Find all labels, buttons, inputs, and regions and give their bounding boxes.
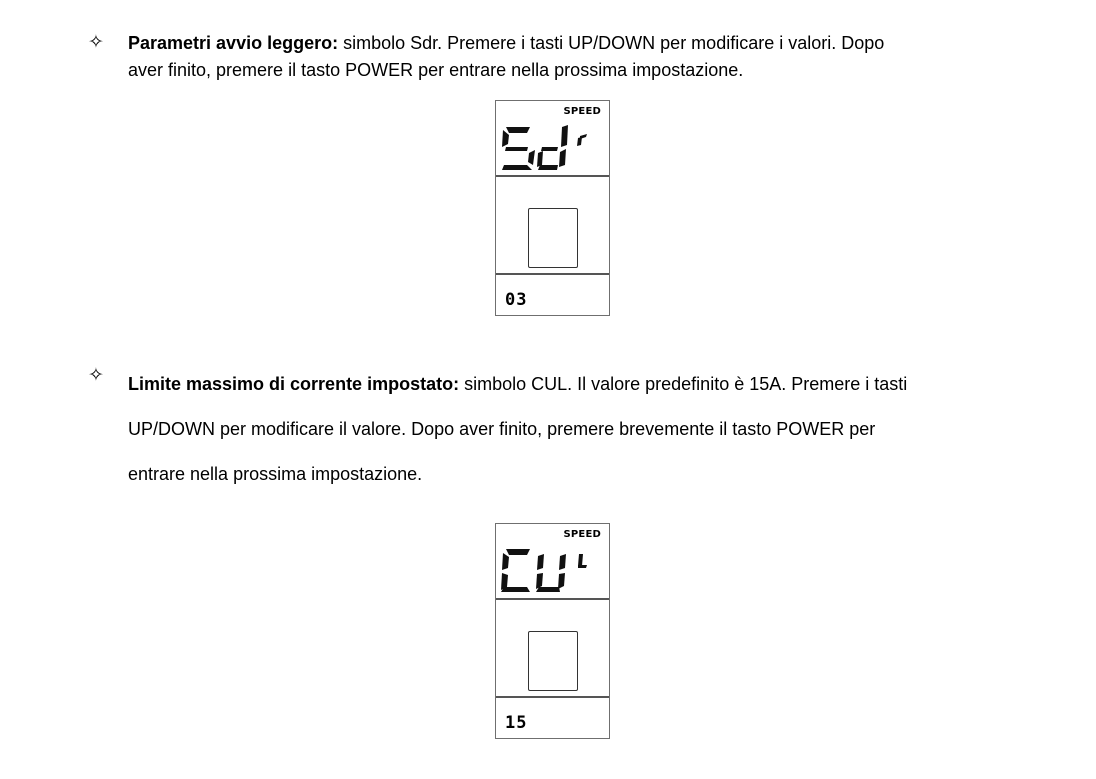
lcd-symbol-cul: [500, 546, 600, 596]
lcd-mid-box: [528, 208, 578, 268]
lcd-value: 15: [505, 713, 528, 733]
diamond-star-bullet-icon: ✧: [88, 31, 104, 53]
diamond-star-bullet-icon: ✧: [88, 364, 104, 386]
current-limit-paragraph: [128, 362, 1028, 497]
speed-label: SPEED: [563, 106, 601, 117]
lcd-mid-box: [528, 631, 578, 691]
soft-start-text-line2: aver finito, premere il tasto POWER per entrare nella prossima impostazione.: [128, 60, 744, 80]
lcd-value: 03: [505, 290, 528, 310]
lcd-symbol-text: Sdr: [590, 143, 592, 144]
soft-start-heading: Parametri avvio leggero:: [128, 33, 339, 53]
lcd-symbol-text: CUL: [590, 566, 593, 567]
lcd-display-cul: [495, 523, 610, 739]
soft-start-paragraph: [128, 30, 1028, 84]
current-limit-heading: Limite massimo di corrente impostato:: [128, 374, 460, 394]
lcd-divider-top: [496, 175, 609, 177]
lcd-divider-bottom: [496, 696, 609, 698]
lcd-display-sdr: [495, 100, 610, 316]
soft-start-text-line1: simbolo Sdr. Premere i tasti UP/DOWN per modificare i valori. Dopo: [338, 33, 885, 53]
current-limit-text-line2: UP/DOWN per modificare il valore. Dopo aver finito, premere brevemente il tasto POWER per: [128, 419, 876, 439]
current-limit-text-line1: simbolo CUL. Il valore predefinito è 15A. Premere i tasti: [459, 374, 908, 394]
lcd-divider-top: [496, 598, 609, 600]
lcd-symbol-sdr: [500, 123, 600, 173]
lcd-divider-bottom: [496, 273, 609, 275]
speed-label: SPEED: [563, 529, 601, 540]
current-limit-text-line3: entrare nella prossima impostazione.: [128, 464, 423, 484]
